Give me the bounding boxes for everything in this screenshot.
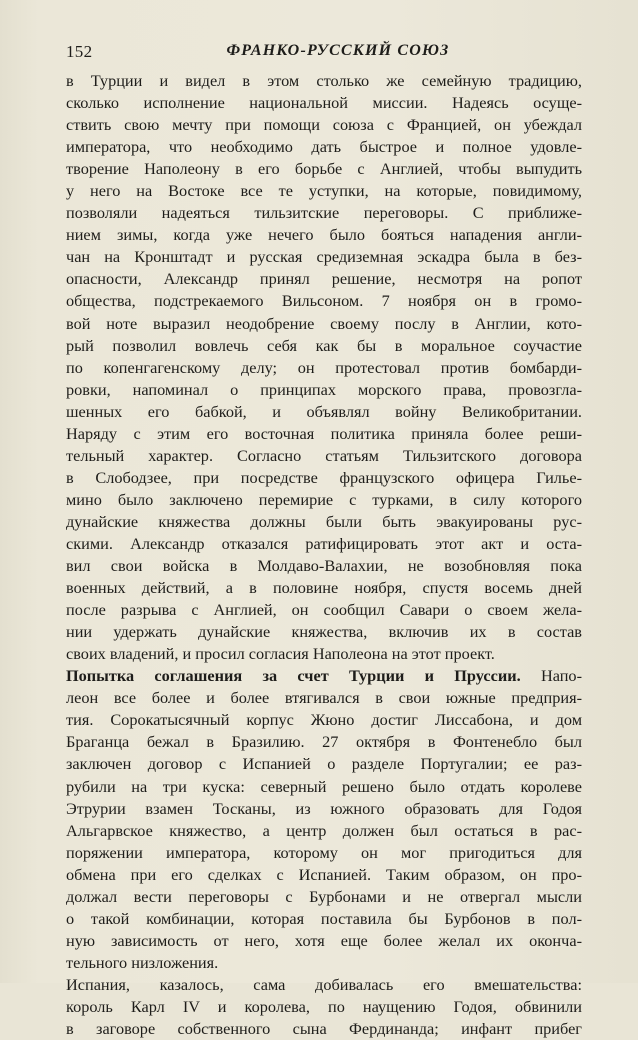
text-line: дунайские княжества должны были быть эвакуированы рус- <box>66 511 582 531</box>
text-line: шенных его бабкой, и объявлял войну Великобритании. <box>66 401 582 421</box>
text-line: ровки, напоминал о принципах морского права, провозгла- <box>66 379 582 399</box>
text-line: рый позволил вовлечь себя как бы в моральное соучастие <box>66 335 582 355</box>
text-line: ствить свою мечту при помощи союза с Францией, он убеждал <box>66 115 582 135</box>
text-line: должал вести переговоры с Бурбонами и не отвергал мысли <box>66 886 582 906</box>
text-line: позволяли надеяться тильзитские переговоры. С приближе- <box>66 203 582 223</box>
text-line: король Карл IV и королева, по наущению Годоя, обвинили <box>66 996 582 1016</box>
text-line: общества, подстрекаемого Вильсоном. 7 ноября он в громо- <box>66 291 582 311</box>
paragraph-2-first-line-rest: Напо- <box>540 666 582 686</box>
text-line: рубили на три куска: северный решено было отдать королеве <box>66 776 582 796</box>
text-line: Альгарвское княжество, а центр должен был остаться в рас- <box>66 820 582 840</box>
text-line: своих владений, и просил согласия Наполеона на этот проект. <box>66 644 495 664</box>
running-title: ФРАНКО-РУССКИЙ СОЮЗ <box>226 42 450 59</box>
page-header <box>66 42 580 64</box>
page-number: 152 <box>66 42 93 61</box>
text-line: скими. Александр отказался ратифицировать этот акт и оста- <box>66 533 582 553</box>
text-line: в Турции и видел в этом столько же семейную традицию, <box>66 71 582 90</box>
text-line: вой ноте выразил неодобрение своему послу в Англии, кото- <box>66 313 582 333</box>
text-line: сколько исполнение национальной миссии. Надеясь осуще- <box>66 93 582 113</box>
text-line: вил свои войска в Молдаво-Валахии, не возобновляя пока <box>66 556 582 576</box>
body-text <box>66 70 582 1040</box>
paragraph-1 <box>66 70 582 665</box>
text-line: тельного низложения. <box>66 952 219 972</box>
text-line: ную зависимость от него, хотя еще более желал их оконча- <box>66 930 582 950</box>
text-line: обмена при его сделках с Испанией. Таким образом, он про- <box>66 864 582 884</box>
text-line: тия. Сорокатысячный корпус Жюно достиг Лиссабона, и дом <box>66 710 582 730</box>
text-line: после разрыва с Англией, он сообщил Савари о своем жела- <box>66 600 582 620</box>
text-line: тельный характер. Согласно статьям Тильзитского договора <box>66 445 582 465</box>
text-line: по копенгагенскому делу; он протестовал против бомбарди- <box>66 357 582 377</box>
paragraph-2 <box>66 665 582 974</box>
text-line: опасности, Александр принял решение, несмотря на ропот <box>66 269 582 289</box>
text-line: леон все более и более втягивался в свои южные предприя- <box>66 688 582 708</box>
text-line: императора, что необходимо дать быстрое и полное удовле- <box>66 137 582 157</box>
text-line: Этрурии взамен Тосканы, из южного образовать для Годоя <box>66 798 582 818</box>
text-line: нием зимы, когда уже нечего было бояться нападения англи- <box>66 225 582 245</box>
text-line: чан на Кронштадт и русская средиземная эскадра была в без- <box>66 247 582 267</box>
text-line: творение Наполеону в его борьбе с Англией, чтобы выпудить <box>66 159 582 179</box>
text-line: о такой комбинации, которая поставила бы Бурбонов в пол- <box>66 908 582 928</box>
text-line: Наряду с этим его восточная политика приняла более реши- <box>66 423 582 443</box>
paragraph-heading: Попытка соглашения за счет Турции и Пруссии. <box>66 666 521 686</box>
paragraph-3 <box>66 974 582 1040</box>
text-line: военных действий, а в половине ноября, спустя восемь дней <box>66 578 582 598</box>
text-line: поряжении императора, которому он мог пригодиться для <box>66 842 582 862</box>
text-line: у него на Востоке все те уступки, на которые, повидимому, <box>66 181 582 201</box>
text-line: заключен договор с Испанией о разделе Португалии; ее раз- <box>66 754 582 774</box>
text-line: Браганца бежал в Бразилию. 27 октября в Фонтенебло был <box>66 732 582 752</box>
text-line: в заговоре собственного сына Фердинанда; инфант прибег <box>66 1019 582 1039</box>
text-line: в Слободзее, при посредстве французского офицера Гилье- <box>66 467 582 487</box>
text-line: Испания, казалось, сама добивалась его вмешательства: <box>66 974 582 994</box>
paragraph-2-first-line <box>66 665 582 687</box>
text-line: мино было заключено перемирие с турками, в силу которого <box>66 489 582 509</box>
text-line: нии удержать дунайские княжества, включив их в состав <box>66 622 582 642</box>
